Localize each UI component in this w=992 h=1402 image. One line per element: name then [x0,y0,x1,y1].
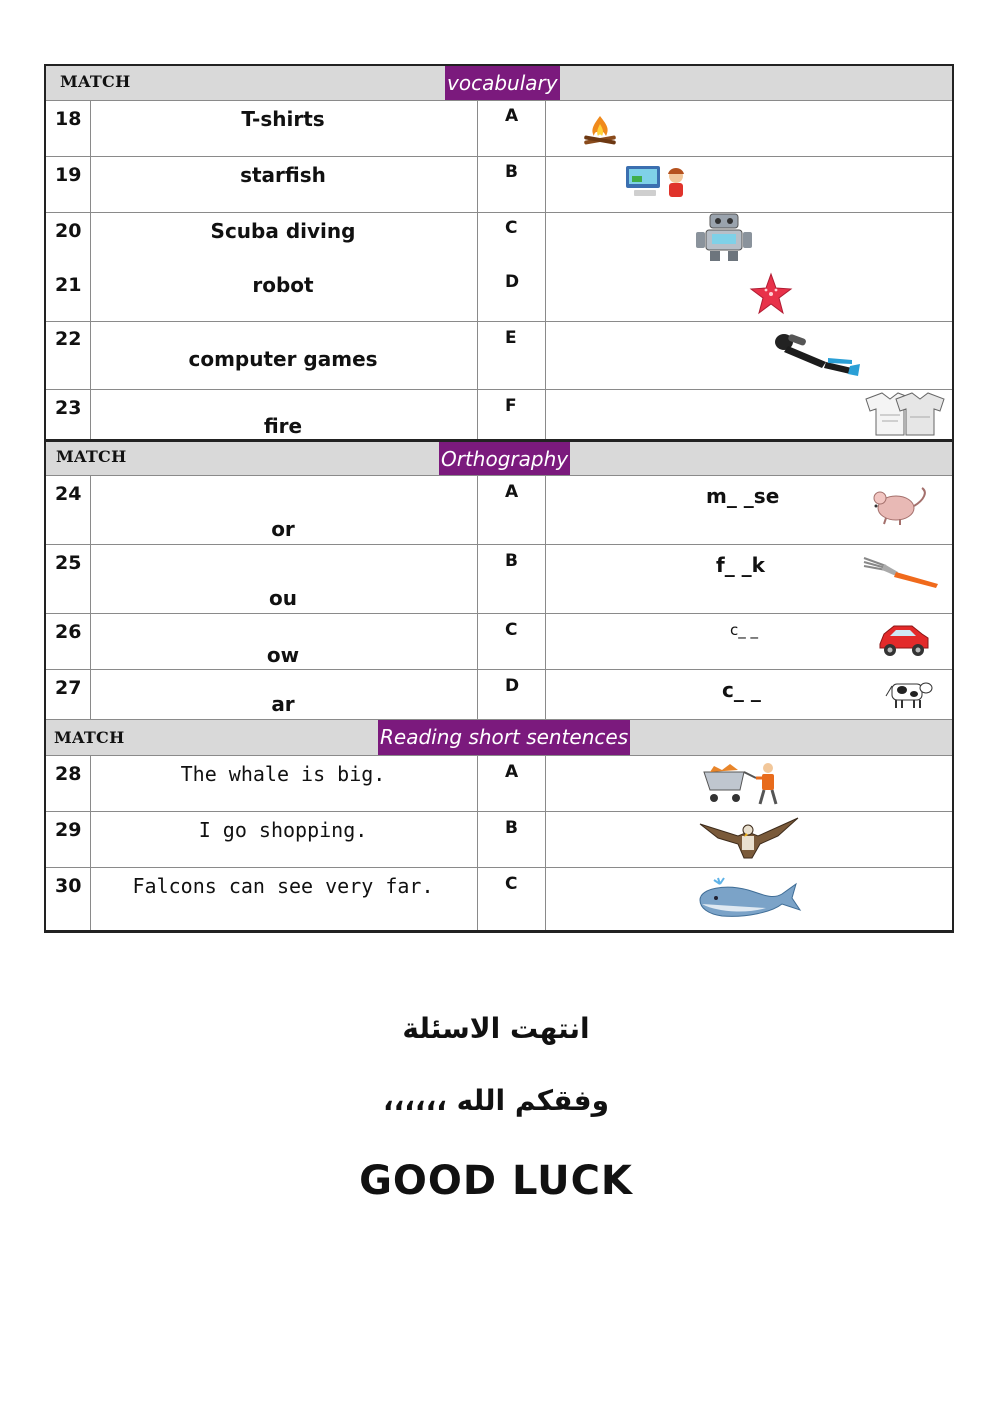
fork-icon [862,552,940,588]
orthography-pattern: ou [269,586,297,610]
reading-sentence: I go shopping. [198,818,368,842]
row-divider [46,811,952,812]
table-bottom-border [44,930,954,933]
row-divider [46,156,952,157]
spelling-blank: c_ _ [722,678,761,702]
table-left-border [44,64,46,932]
option-letter: B [505,551,518,571]
question-number: 23 [55,397,82,419]
option-letter: D [505,272,520,292]
spelling-blank: m_ _se [706,484,780,508]
col-divider [90,100,91,440]
vocabulary-word: computer games [188,347,378,371]
row-divider [46,100,952,101]
scuba-diver-icon [770,328,862,378]
reading-section-title: Reading short sentences [378,720,630,755]
row-divider [46,544,952,545]
vocabulary-word: starfish [240,163,326,187]
col-divider [477,475,478,719]
spelling-blank: c_ _ [730,621,759,639]
t-shirts-icon [860,391,950,437]
reading-sentence: The whale is big. [180,762,386,786]
option-letter: C [505,874,518,894]
col-divider [545,100,546,440]
option-letter: C [505,620,518,640]
arabic-end-of-questions: انتهت الاسئلة [402,1012,590,1045]
option-letter: C [505,218,518,238]
col-divider [477,100,478,440]
table-right-border [952,64,954,932]
option-letter: D [505,676,520,696]
option-letter: A [505,106,519,126]
orthography-pattern: ar [271,692,295,716]
cow-icon [882,676,934,710]
row-divider [46,321,952,322]
question-number: 22 [55,328,82,350]
campfire-icon [580,112,620,146]
orthography-section-title: Orthography [439,442,570,476]
question-number: 20 [55,220,82,242]
computer-games-icon [624,164,692,200]
whale-icon [696,876,802,922]
option-letter: B [505,818,518,838]
option-letter: B [505,162,518,182]
row-divider [46,755,952,756]
question-number: 24 [55,483,82,505]
vocabulary-section-title: vocabulary [445,66,560,100]
starfish-icon [748,272,794,316]
question-number: 25 [55,552,82,574]
vocabulary-match-label: MATCH [60,72,131,91]
vocabulary-word: robot [252,273,314,297]
option-letter: F [505,396,517,416]
good-luck-text: GOOD LUCK [359,1158,633,1204]
reading-sentence: Falcons can see very far. [132,874,434,898]
falcon-icon [698,814,800,864]
row-divider [46,212,952,213]
row-divider [46,669,952,670]
question-number: 27 [55,677,82,699]
row-divider [46,867,952,868]
robot-icon [692,210,756,262]
car-icon [876,620,932,660]
vocabulary-word: T-shirts [241,107,325,131]
option-letter: A [505,482,519,502]
col-divider [545,475,546,719]
question-number: 21 [55,274,82,296]
orthography-pattern: or [271,517,295,541]
shopping-cart-icon [700,760,792,806]
orthography-pattern: ow [266,643,300,667]
row-divider [46,389,952,390]
mouse-icon [870,484,932,526]
question-number: 18 [55,108,82,130]
vocabulary-word: fire [263,414,303,438]
col-divider [477,755,478,930]
spelling-blank: f_ _k [716,553,765,577]
option-letter: A [505,762,519,782]
question-number: 28 [55,763,82,785]
question-number: 19 [55,164,82,186]
vocabulary-word: Scuba diving [210,219,356,243]
row-divider [46,613,952,614]
reading-match-label: MATCH [54,728,125,747]
col-divider [545,755,546,930]
question-number: 26 [55,621,82,643]
question-number: 29 [55,819,82,841]
question-number: 30 [55,875,82,897]
option-letter: E [505,328,517,348]
arabic-good-wishes: وفقكم الله ،،،،،، [383,1084,609,1117]
orthography-match-label: MATCH [56,447,127,466]
row-divider [46,475,952,476]
